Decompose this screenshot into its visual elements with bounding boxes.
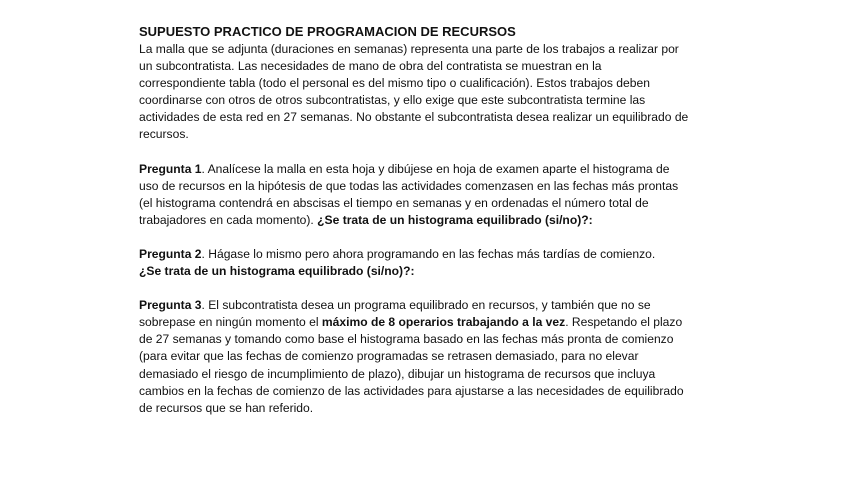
question-1-text: . Analícese la malla en esta hoja y dibújese en hoja de examen aparte el histograma de uso de recursos en la hipótesis de que todas las actividades comenzasen en las fechas más prontas (el histograma contendrá en abscisas el tiempo en semanas y en ordenadas el número total de trabajadores en cada momento).	[139, 161, 679, 227]
question-3-text-b: . Respetando el plazo de 27 semanas y tomando como base el histograma basado en las fechas más pronta de comienzo (para evitar que las fechas de comienzo programadas se retrasen demasiado, para no elevar demasiado el riesgo de incumplimiento de plazo), dibujar un histograma de recursos que incluya cambios en la fechas de comienzo de las actividades para ajustarse a las necesidades de equilibrado de recursos que se han referido.	[139, 315, 684, 415]
question-2-label: Pregunta 2	[139, 246, 202, 261]
paragraph-spacer	[139, 280, 691, 297]
question-1-question: ¿Se trata de un histograma equilibrado (si/no)?:	[317, 212, 593, 227]
question-3-label: Pregunta 3	[139, 298, 202, 313]
question-1-paragraph	[139, 161, 691, 229]
document-title: SUPUESTO PRACTICO DE PROGRAMACION DE RECURSOS	[139, 24, 516, 39]
question-3-text-a: . El subcontratista desea un programa equilibrado en recursos, y también que no se sobrepase en ningún momento el	[139, 298, 651, 330]
paragraph-spacer	[139, 144, 691, 161]
question-1-label: Pregunta 1	[139, 161, 202, 176]
question-2-text: . Hágase lo mismo pero ahora programando en las fechas más tardías de comienzo.	[201, 246, 656, 261]
question-2-paragraph	[139, 246, 691, 280]
question-2-question: ¿Se trata de un histograma equilibrado (si/no)?:	[139, 264, 415, 279]
intro-paragraph: La malla que se adjunta (duraciones en semanas) representa una parte de los trabajos a realizar por un subcontratista. Las necesidades de mano de obra del contratista se muestran en la correspondiente tabla (todo el personal es del mismo tipo o cualificación). Estos trabajos deben coordinarse con otros de otros subcontratistas, y ello exige que este subcontratista termine las actividades de esta red en 27 semanas. No obstante el subcontratista desea realizar un equilibrado de recursos.	[139, 42, 689, 142]
paragraph-spacer	[139, 229, 691, 246]
question-3-paragraph	[139, 297, 691, 417]
document-page	[139, 22, 691, 417]
question-3-bold-limit: máximo de 8 operarios trabajando a la vez	[321, 315, 566, 330]
